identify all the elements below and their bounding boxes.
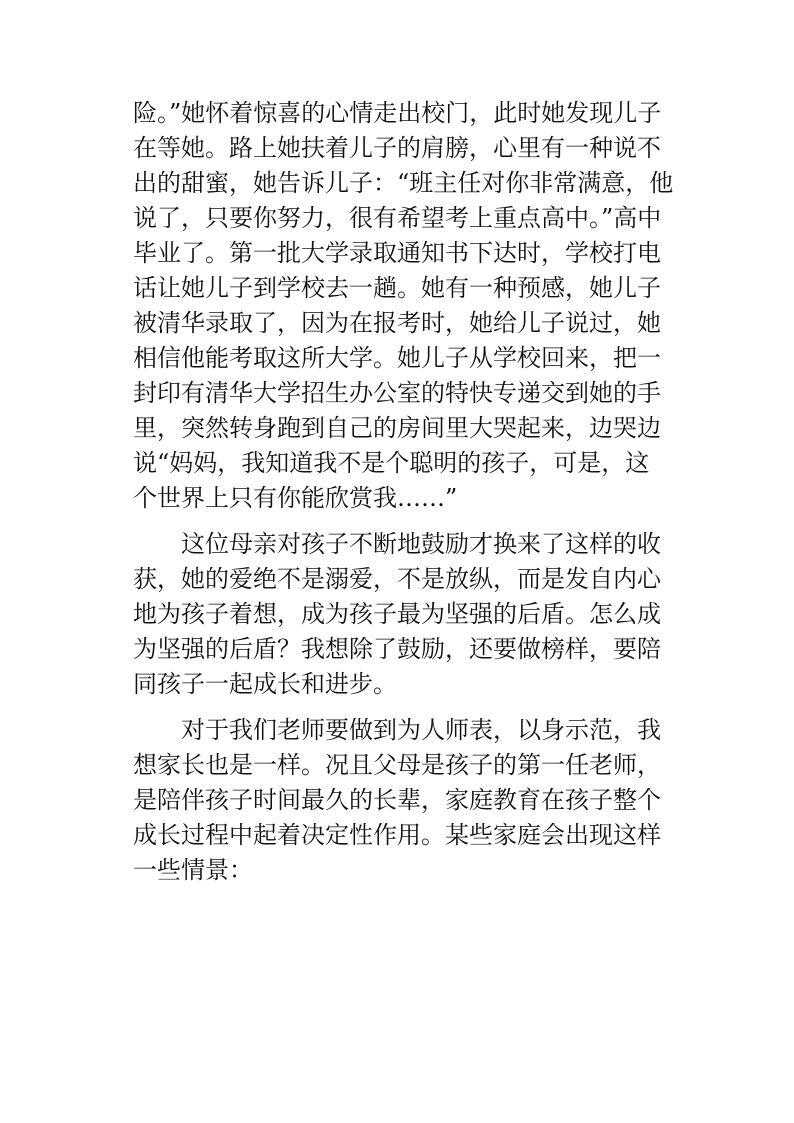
text-line: 说“妈妈，我知道我不是个聪明的孩子，可是，这 <box>133 449 650 477</box>
paragraph-3 <box>133 713 663 888</box>
text-line: 同孩子一起成长和进步。 <box>133 670 397 698</box>
text-line: 为坚强的后盾？我想除了鼓励，还要做榜样，要陪 <box>133 635 661 663</box>
text-line: 被清华录取了，因为在报考时，她给儿子说过，她 <box>133 309 661 337</box>
text-line: 话让她儿子到学校去一趟。她有一种预感，她儿子 <box>133 274 661 302</box>
paragraph-gap <box>133 516 663 527</box>
text-line: 一些情景： <box>133 856 253 884</box>
text-line: 封印有清华大学招生办公室的特快专递交到她的手 <box>133 379 661 407</box>
text-line: 里，突然转身跑到自己的房间里大哭起来，边哭边 <box>133 414 661 442</box>
text-line: 个世界上只有你能欣赏我……” <box>133 484 458 512</box>
document-page <box>133 96 674 888</box>
paragraph-2 <box>133 527 663 702</box>
text-line: 险。”她怀着惊喜的心情走出校门，此时她发现儿子 <box>133 99 662 127</box>
paragraph-1 <box>133 96 674 516</box>
text-line: 说了，只要你努力，很有希望考上重点高中。”高中 <box>133 204 662 232</box>
text-line: 获，她的爱绝不是溺爱，不是放纵，而是发自内心 <box>133 565 661 593</box>
text-line: 是陪伴孩子时间最久的长辈，家庭教育在孩子整个 <box>133 786 661 814</box>
paragraph-gap <box>133 702 663 713</box>
text-line: 对于我们老师要做到为人师表，以身示范，我 <box>181 716 661 744</box>
text-line: 这位母亲对孩子不断地鼓励才换来了这样的收 <box>181 530 661 558</box>
text-line: 地为孩子着想，成为孩子最为坚强的后盾。怎么成 <box>133 600 661 628</box>
text-line: 想家长也是一样。况且父母是孩子的第一任老师， <box>133 751 661 779</box>
text-line: 在等她。路上她扶着儿子的肩膀，心里有一种说不 <box>133 134 661 162</box>
text-line: 出的甜蜜，她告诉儿子：“班主任对你非常满意，他 <box>133 169 674 197</box>
text-line: 成长过程中起着决定性作用。某些家庭会出现这样 <box>133 821 661 849</box>
text-line: 毕业了。第一批大学录取通知书下达时，学校打电 <box>133 239 661 267</box>
text-line: 相信他能考取这所大学。她儿子从学校回来，把一 <box>133 344 661 372</box>
